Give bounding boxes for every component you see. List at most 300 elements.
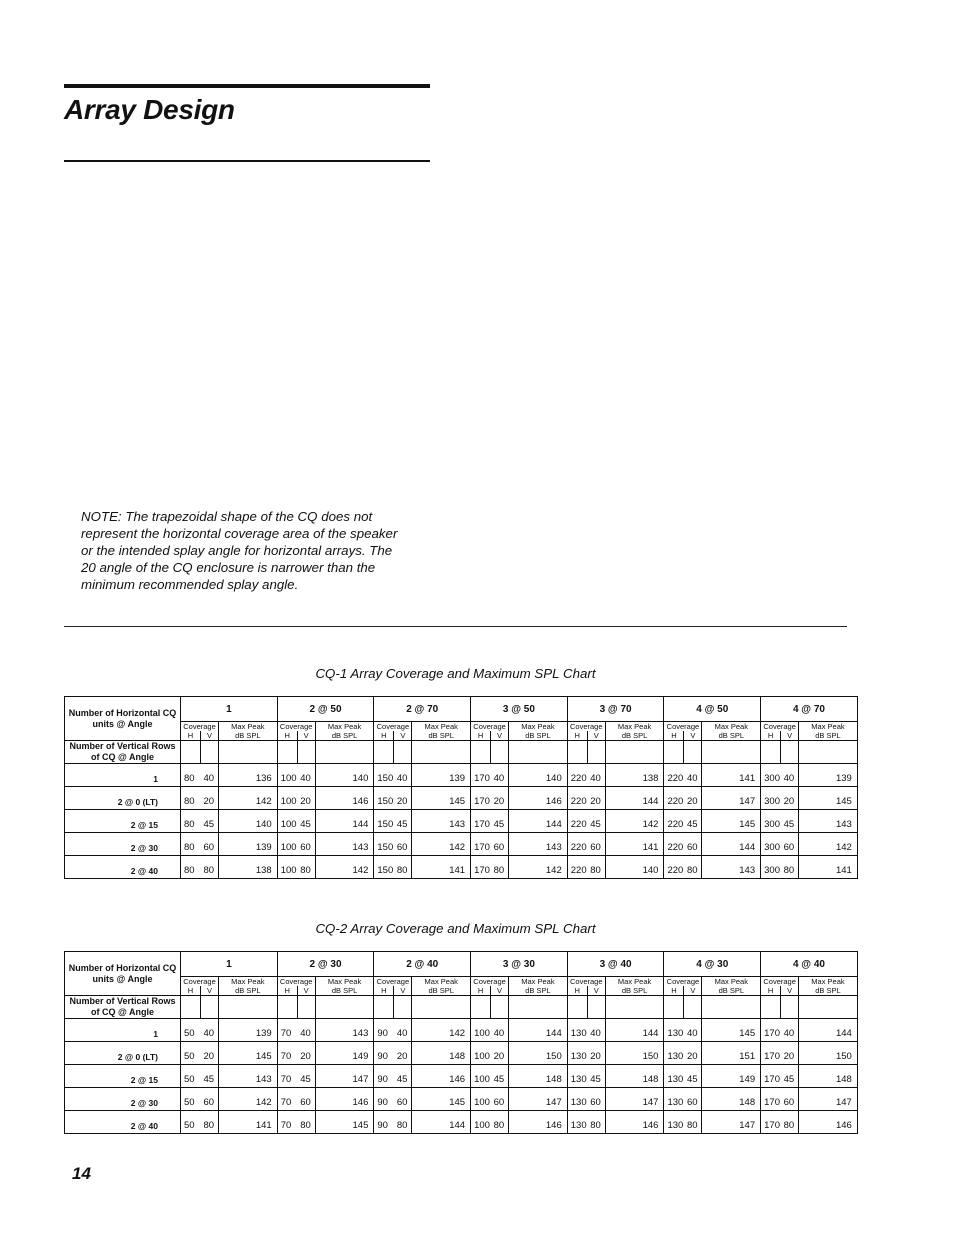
max-spl-value: 143 [219, 1065, 278, 1088]
max-spl-value: 148 [412, 1042, 471, 1065]
coverage-v-value: 20 [491, 787, 509, 810]
coverage-v-value: 80 [201, 856, 219, 879]
empty-cell [509, 996, 568, 1019]
coverage-h-value: 150 [374, 833, 394, 856]
coverage-h-value: 90 [374, 1019, 394, 1042]
db-spl-label: dB SPL [315, 986, 374, 996]
max-spl-value: 143 [702, 856, 761, 879]
row-label: 1 [65, 1019, 181, 1042]
coverage-v-value: 60 [781, 833, 799, 856]
max-spl-value: 144 [799, 1019, 858, 1042]
max-spl-value: 146 [509, 1111, 568, 1134]
coverage-v-value: 40 [201, 764, 219, 787]
coverage-v-value: 80 [587, 856, 605, 879]
coverage-h-value: 170 [471, 764, 491, 787]
max-spl-value: 143 [509, 833, 568, 856]
db-spl-label: dB SPL [412, 986, 471, 996]
max-spl-value: 143 [799, 810, 858, 833]
coverage-h-value: 70 [277, 1065, 297, 1088]
table-row [65, 856, 858, 879]
coverage-h-value: 130 [567, 1019, 587, 1042]
empty-cell [664, 996, 684, 1019]
empty-cell [781, 996, 799, 1019]
coverage-v-value: 80 [394, 856, 412, 879]
coverage-h-value: 150 [374, 810, 394, 833]
max-spl-value: 143 [315, 1019, 374, 1042]
empty-cell [799, 741, 858, 764]
horizontal-header: Number of Horizontal CQ units @ Angle [65, 952, 181, 996]
coverage-v-value: 60 [587, 833, 605, 856]
empty-cell [491, 741, 509, 764]
empty-cell [277, 741, 297, 764]
coverage-label: Coverage [374, 977, 412, 987]
coverage-v-value: 45 [394, 1065, 412, 1088]
coverage-v-value: 80 [684, 856, 702, 879]
coverage-h-value: 170 [761, 1019, 781, 1042]
coverage-v-value: 20 [297, 787, 315, 810]
h-label: H [664, 731, 684, 741]
max-spl-value: 141 [605, 833, 664, 856]
coverage-v-value: 20 [297, 1042, 315, 1065]
coverage-v-value: 60 [201, 833, 219, 856]
row-label: 1 [65, 764, 181, 787]
max-spl-value: 145 [702, 810, 761, 833]
coverage-v-value: 20 [587, 1042, 605, 1065]
max-spl-value: 142 [412, 833, 471, 856]
note-text: NOTE: The trapezoidal shape of the CQ does not represent the horizontal coverage area of the speaker or the intended splay angle for horizontal arrays. The 20 angle of the CQ enclosure is narrower than the minimum recommended splay angle. [81, 509, 398, 592]
coverage-h-value: 100 [277, 764, 297, 787]
max-spl-value: 148 [605, 1065, 664, 1088]
coverage-h-value: 300 [761, 787, 781, 810]
coverage-v-value: 40 [394, 1019, 412, 1042]
max-spl-value: 144 [605, 787, 664, 810]
v-label: V [587, 986, 605, 996]
coverage-v-value: 80 [297, 1111, 315, 1134]
coverage-h-value: 50 [181, 1042, 201, 1065]
coverage-h-value: 100 [471, 1019, 491, 1042]
max-peak-label: Max Peak [799, 722, 858, 732]
max-spl-value: 148 [799, 1065, 858, 1088]
max-spl-value: 139 [219, 1019, 278, 1042]
empty-cell [374, 996, 394, 1019]
max-peak-label: Max Peak [315, 722, 374, 732]
max-spl-value: 145 [412, 787, 471, 810]
coverage-h-value: 90 [374, 1088, 394, 1111]
coverage-h-value: 220 [664, 833, 684, 856]
group-header: 4 @ 40 [761, 952, 858, 977]
group-header: 3 @ 50 [471, 697, 568, 722]
empty-cell [412, 996, 471, 1019]
coverage-h-value: 220 [567, 787, 587, 810]
max-spl-value: 150 [509, 1042, 568, 1065]
coverage-v-value: 60 [684, 833, 702, 856]
coverage-h-value: 300 [761, 810, 781, 833]
coverage-v-value: 40 [781, 1019, 799, 1042]
coverage-v-value: 80 [587, 1111, 605, 1134]
coverage-h-value: 100 [471, 1088, 491, 1111]
max-peak-label: Max Peak [509, 977, 568, 987]
empty-cell [219, 741, 278, 764]
coverage-v-value: 20 [201, 1042, 219, 1065]
empty-cell [587, 996, 605, 1019]
max-spl-value: 147 [799, 1088, 858, 1111]
coverage-h-value: 220 [570, 865, 587, 876]
max-spl-value: 143 [412, 810, 471, 833]
empty-cell [471, 741, 491, 764]
coverage-h-value: 220 [664, 810, 684, 833]
coverage-v-value: 40 [781, 764, 799, 787]
coverage-h-value: 80 [181, 764, 201, 787]
v-label: V [781, 986, 799, 996]
coverage-h-value: 170 [761, 1065, 781, 1088]
spl-table [64, 951, 858, 1134]
max-spl-value: 144 [315, 810, 374, 833]
table-title: CQ-1 Array Coverage and Maximum SPL Chart [315, 666, 596, 681]
max-peak-label: Max Peak [315, 977, 374, 987]
db-spl-label: dB SPL [605, 986, 664, 996]
max-spl-value: 141 [835, 865, 852, 876]
v-label: V [297, 986, 315, 996]
title-top-rule [64, 84, 430, 88]
coverage-v-value: 45 [491, 1065, 509, 1088]
coverage-v-value: 45 [587, 1065, 605, 1088]
v-label: V [201, 731, 219, 741]
v-label: V [587, 731, 605, 741]
coverage-h-value: 70 [277, 1042, 297, 1065]
coverage-v-value: 40 [684, 1019, 702, 1042]
empty-cell [219, 996, 278, 1019]
max-spl-value: 146 [412, 1065, 471, 1088]
empty-cell [315, 741, 374, 764]
empty-cell [277, 996, 297, 1019]
table-row [65, 764, 858, 787]
empty-cell [394, 741, 412, 764]
h-label: H [471, 986, 491, 996]
coverage-h-value: 90 [377, 1120, 388, 1131]
db-spl-label: dB SPL [799, 986, 858, 996]
coverage-v-value: 45 [491, 810, 509, 833]
empty-cell [181, 741, 201, 764]
coverage-h-value: 70 [280, 1120, 292, 1131]
max-spl-value: 138 [605, 764, 664, 787]
db-spl-label: dB SPL [412, 731, 471, 741]
db-spl-label: dB SPL [799, 731, 858, 741]
max-spl-value: 142 [219, 787, 278, 810]
coverage-v-value: 40 [684, 764, 702, 787]
db-spl-label: dB SPL [702, 986, 761, 996]
empty-cell [781, 741, 799, 764]
max-spl-value: 147 [605, 1088, 664, 1111]
coverage-v-value: 45 [684, 810, 702, 833]
empty-cell [471, 996, 491, 1019]
max-spl-value: 139 [219, 833, 278, 856]
h-label: H [374, 731, 394, 741]
empty-cell [181, 996, 201, 1019]
h-label: H [471, 731, 491, 741]
group-header: 3 @ 30 [471, 952, 568, 977]
page-title: Array Design [64, 94, 235, 125]
coverage-h-value: 170 [764, 1120, 780, 1131]
max-spl-value: 139 [412, 764, 471, 787]
max-spl-value: 149 [315, 1042, 374, 1065]
max-spl-value: 146 [315, 1088, 374, 1111]
coverage-v-value: 45 [297, 810, 315, 833]
coverage-h-value: 150 [377, 865, 394, 876]
h-label: H [567, 986, 587, 996]
max-spl-value: 145 [799, 787, 858, 810]
coverage-v-value: 60 [394, 1088, 412, 1111]
max-spl-value: 141 [702, 764, 761, 787]
coverage-h-value: 300 [764, 865, 780, 876]
coverage-v-value: 80 [297, 856, 315, 879]
coverage-v-value: 45 [684, 1065, 702, 1088]
group-header: 4 @ 50 [664, 697, 761, 722]
coverage-v-value: 60 [587, 1088, 605, 1111]
coverage-label: Coverage [664, 722, 702, 732]
coverage-h-value: 220 [664, 787, 684, 810]
coverage-v-value: 20 [394, 787, 412, 810]
coverage-v-value: 60 [394, 833, 412, 856]
max-spl-value: 142 [799, 833, 858, 856]
max-spl-value: 147 [315, 1065, 374, 1088]
table-row [65, 1111, 858, 1134]
db-spl-label: dB SPL [605, 731, 664, 741]
max-peak-label: Max Peak [605, 977, 664, 987]
empty-cell [761, 741, 781, 764]
max-spl-value: 147 [702, 787, 761, 810]
coverage-h-value: 220 [664, 764, 684, 787]
row-label: 2 @ 40 [65, 1111, 181, 1134]
title-bottom-rule [64, 160, 430, 162]
coverage-v-value: 45 [201, 810, 219, 833]
max-peak-label: Max Peak [799, 977, 858, 987]
coverage-h-value: 130 [567, 1065, 587, 1088]
max-spl-value: 142 [315, 856, 374, 879]
coverage-h-value: 130 [664, 1042, 684, 1065]
coverage-label: Coverage [567, 977, 605, 987]
coverage-v-value: 45 [781, 1065, 799, 1088]
coverage-h-value: 300 [761, 833, 781, 856]
empty-cell [374, 741, 394, 764]
empty-cell [799, 996, 858, 1019]
empty-cell [664, 741, 684, 764]
coverage-label: Coverage [761, 977, 799, 987]
coverage-h-value: 80 [181, 810, 201, 833]
max-peak-label: Max Peak [412, 722, 471, 732]
coverage-label: Coverage [761, 722, 799, 732]
coverage-v-value: 20 [491, 1042, 509, 1065]
v-label: V [781, 731, 799, 741]
coverage-v-value: 60 [201, 1088, 219, 1111]
max-spl-value: 145 [219, 1042, 278, 1065]
v-label: V [491, 986, 509, 996]
max-peak-label: Max Peak [509, 722, 568, 732]
coverage-h-value: 80 [181, 833, 201, 856]
empty-cell [412, 741, 471, 764]
empty-cell [201, 996, 219, 1019]
coverage-h-value: 130 [664, 1019, 684, 1042]
coverage-h-value: 130 [567, 1088, 587, 1111]
row-label: 2 @ 30 [65, 1088, 181, 1111]
max-peak-label: Max Peak [702, 722, 761, 732]
coverage-v-value: 20 [394, 1042, 412, 1065]
section-divider [64, 626, 847, 627]
coverage-v-value: 20 [201, 787, 219, 810]
coverage-h-value: 50 [181, 1019, 201, 1042]
max-spl-value: 151 [702, 1042, 761, 1065]
empty-cell [491, 996, 509, 1019]
coverage-v-value: 60 [491, 1088, 509, 1111]
h-label: H [664, 986, 684, 996]
coverage-h-value: 90 [374, 1065, 394, 1088]
row-label: 2 @ 0 (LT) [65, 787, 181, 810]
coverage-v-value: 20 [587, 787, 605, 810]
h-label: H [181, 986, 201, 996]
spl-table [64, 696, 858, 879]
table-title: CQ-2 Array Coverage and Maximum SPL Chart [315, 921, 596, 936]
table-row [65, 787, 858, 810]
max-spl-value: 142 [509, 856, 568, 879]
coverage-label: Coverage [277, 977, 315, 987]
table-row [65, 1065, 858, 1088]
max-spl-value: 144 [509, 810, 568, 833]
max-spl-value: 149 [702, 1065, 761, 1088]
group-header: 2 @ 70 [374, 697, 471, 722]
coverage-v-value: 60 [781, 1088, 799, 1111]
h-label: H [567, 731, 587, 741]
coverage-h-value: 70 [277, 1019, 297, 1042]
db-spl-label: dB SPL [219, 731, 278, 741]
max-spl-value: 144 [702, 833, 761, 856]
max-spl-value: 140 [509, 764, 568, 787]
max-peak-label: Max Peak [219, 977, 278, 987]
coverage-label: Coverage [567, 722, 605, 732]
db-spl-label: dB SPL [315, 731, 374, 741]
coverage-h-value: 80 [184, 865, 195, 876]
coverage-v-value: 60 [297, 1088, 315, 1111]
coverage-h-value: 170 [471, 833, 491, 856]
horizontal-header: Number of Horizontal CQ units @ Angle [65, 697, 181, 741]
empty-cell [684, 996, 702, 1019]
coverage-v-value: 60 [684, 1088, 702, 1111]
coverage-h-value: 170 [474, 865, 490, 876]
coverage-label: Coverage [664, 977, 702, 987]
coverage-label: Coverage [471, 977, 509, 987]
coverage-h-value: 100 [277, 810, 297, 833]
coverage-v-value: 20 [781, 787, 799, 810]
table-row [65, 833, 858, 856]
v-label: V [684, 986, 702, 996]
coverage-h-value: 70 [277, 1088, 297, 1111]
empty-cell [684, 741, 702, 764]
max-spl-value: 144 [605, 1019, 664, 1042]
empty-cell [297, 741, 315, 764]
db-spl-label: dB SPL [509, 986, 568, 996]
coverage-h-value: 150 [374, 787, 394, 810]
coverage-v-value: 45 [201, 1065, 219, 1088]
coverage-v-value: 20 [684, 1042, 702, 1065]
coverage-h-value: 130 [664, 1088, 684, 1111]
row-label: 2 @ 15 [65, 810, 181, 833]
coverage-v-value: 40 [201, 1019, 219, 1042]
max-spl-value: 142 [412, 1019, 471, 1042]
empty-cell [509, 741, 568, 764]
h-label: H [374, 986, 394, 996]
coverage-h-value: 130 [664, 1065, 684, 1088]
group-header: 1 [181, 697, 278, 722]
max-spl-value: 141 [219, 1111, 278, 1134]
empty-cell [315, 996, 374, 1019]
vertical-header: Number of Vertical Rows of CQ @ Angle [65, 741, 181, 764]
table-row [65, 1019, 858, 1042]
max-spl-value: 142 [219, 1088, 278, 1111]
h-label: H [181, 731, 201, 741]
max-spl-value: 139 [799, 764, 858, 787]
db-spl-label: dB SPL [219, 986, 278, 996]
max-spl-value: 138 [219, 856, 278, 879]
group-header: 3 @ 40 [567, 952, 664, 977]
v-label: V [394, 986, 412, 996]
coverage-v-value: 60 [491, 833, 509, 856]
coverage-h-value: 130 [570, 1120, 587, 1131]
group-header: 1 [181, 952, 278, 977]
empty-cell [567, 741, 587, 764]
max-spl-value: 136 [219, 764, 278, 787]
h-label: H [277, 731, 297, 741]
empty-cell [587, 741, 605, 764]
group-header: 2 @ 50 [277, 697, 374, 722]
coverage-h-value: 170 [471, 787, 491, 810]
max-spl-value: 146 [315, 787, 374, 810]
vertical-header: Number of Vertical Rows of CQ @ Angle [65, 996, 181, 1019]
empty-cell [702, 996, 761, 1019]
coverage-v-value: 80 [781, 856, 799, 879]
coverage-h-value: 220 [567, 810, 587, 833]
coverage-v-value: 45 [781, 810, 799, 833]
coverage-label: Coverage [374, 722, 412, 732]
coverage-v-value: 80 [781, 1111, 799, 1134]
group-header: 3 @ 70 [567, 697, 664, 722]
coverage-v-value: 80 [491, 1111, 509, 1134]
max-spl-value: 145 [412, 1088, 471, 1111]
empty-cell [201, 741, 219, 764]
coverage-h-value: 100 [277, 833, 297, 856]
coverage-v-value: 40 [587, 1019, 605, 1042]
max-peak-label: Max Peak [605, 722, 664, 732]
coverage-v-value: 60 [297, 833, 315, 856]
max-spl-value: 144 [412, 1111, 471, 1134]
empty-cell [605, 741, 664, 764]
coverage-h-value: 170 [471, 810, 491, 833]
v-label: V [297, 731, 315, 741]
coverage-h-value: 100 [280, 865, 297, 876]
coverage-h-value: 130 [667, 1120, 684, 1131]
coverage-v-value: 20 [684, 787, 702, 810]
coverage-v-value: 40 [297, 1019, 315, 1042]
max-spl-value: 145 [315, 1111, 374, 1134]
coverage-v-value: 40 [394, 764, 412, 787]
empty-cell [567, 996, 587, 1019]
max-spl-value: 147 [509, 1088, 568, 1111]
coverage-v-value: 45 [394, 810, 412, 833]
coverage-label: Coverage [471, 722, 509, 732]
coverage-v-value: 40 [587, 764, 605, 787]
h-label: H [761, 986, 781, 996]
coverage-v-value: 45 [587, 810, 605, 833]
max-spl-value: 148 [509, 1065, 568, 1088]
max-spl-value: 150 [605, 1042, 664, 1065]
coverage-v-value: 20 [781, 1042, 799, 1065]
